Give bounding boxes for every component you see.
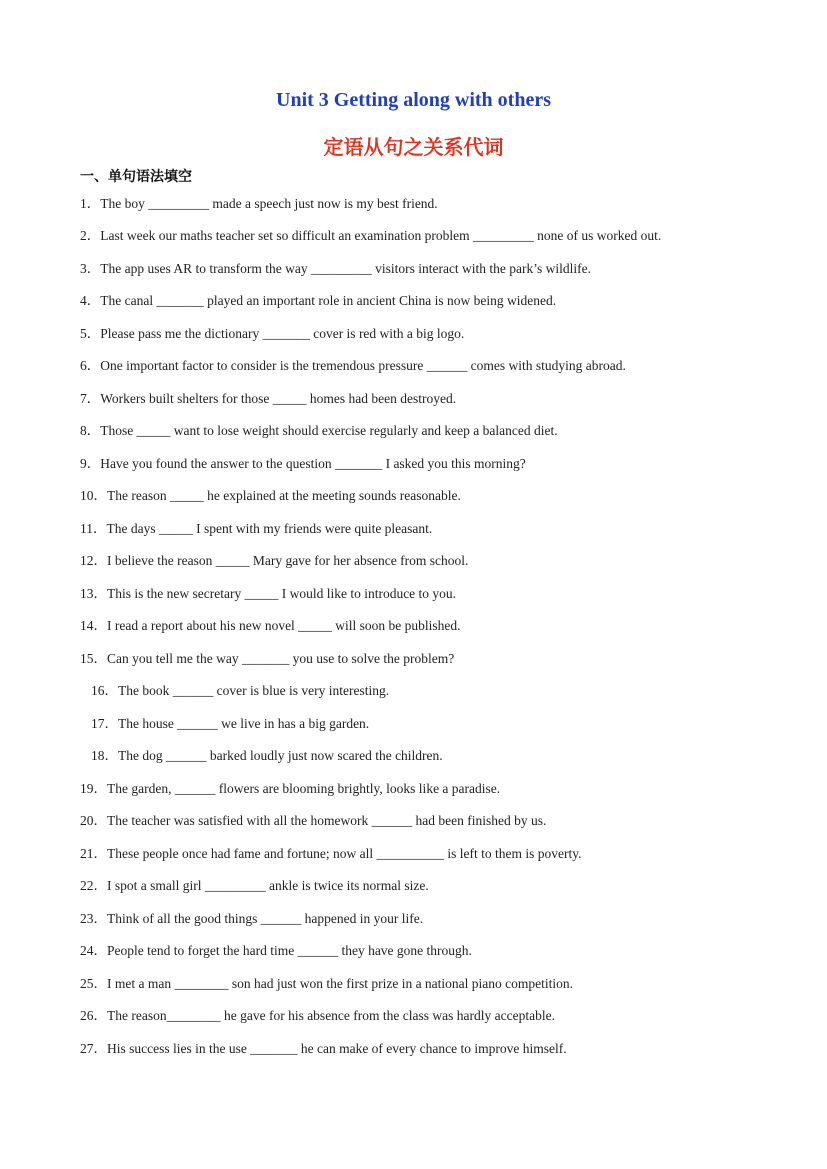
question-19: 19．The garden, ______ flowers are blooming brightly, looks like a paradise.: [80, 781, 501, 796]
question-1: 1．The boy _________ made a speech just now is my best friend.: [80, 196, 438, 211]
question-16: 16．The book ______ cover is blue is very interesting.: [91, 683, 390, 698]
question-21: 21．These people once had fame and fortune; now all __________ is left to them is poverty.: [80, 846, 582, 861]
question-13: 13．This is the new secretary _____ I would like to introduce to you.: [80, 586, 457, 601]
question-10: 10．The reason _____ he explained at the meeting sounds reasonable.: [80, 488, 461, 503]
question-24: 24．People tend to forget the hard time ______ they have gone through.: [80, 943, 472, 958]
question-17: 17．The house ______ we live in has a big garden.: [91, 716, 370, 731]
question-4: 4．The canal _______ played an important role in ancient China is now being widened.: [80, 293, 557, 308]
question-18: 18．The dog ______ barked loudly just now scared the children.: [91, 748, 443, 763]
page-subtitle: 定语从句之关系代词: [323, 137, 504, 159]
question-9: 9．Have you found the answer to the question _______ I asked you this morning?: [80, 456, 526, 471]
question-8: 8．Those _____ want to lose weight should exercise regularly and keep a balanced diet.: [80, 423, 558, 438]
question-5: 5．Please pass me the dictionary _______ cover is red with a big logo.: [80, 326, 465, 341]
question-12: 12．I believe the reason _____ Mary gave for her absence from school.: [80, 553, 469, 568]
question-15: 15．Can you tell me the way _______ you use to solve the problem?: [80, 651, 455, 666]
question-2: 2．Last week our maths teacher set so difficult an examination problem _________ none of us worked out.: [80, 228, 662, 243]
question-3: 3．The app uses AR to transform the way _________ visitors interact with the park’s wildlife.: [80, 261, 592, 276]
question-6: 6．One important factor to consider is the tremendous pressure ______ comes with studying abroad.: [80, 358, 626, 373]
question-22: 22．I spot a small girl _________ ankle is twice its normal size.: [80, 878, 429, 893]
question-25: 25．I met a man ________ son had just won the first prize in a national piano competition.: [80, 976, 574, 991]
page-title: Unit 3 Getting along with others: [276, 89, 551, 111]
question-7: 7．Workers built shelters for those _____ homes had been destroyed.: [80, 391, 457, 406]
section-title: 一、单句语法填空: [80, 170, 192, 185]
question-14: 14．I read a report about his new novel _____ will soon be published.: [80, 618, 461, 633]
question-23: 23．Think of all the good things ______ happened in your life.: [80, 911, 424, 926]
question-11: 11．The days _____ I spent with my friends were quite pleasant.: [80, 521, 433, 536]
question-20: 20．The teacher was satisfied with all the homework ______ had been finished by us.: [80, 813, 547, 828]
question-27: 27．His success lies in the use _______ he can make of every chance to improve himself.: [80, 1041, 567, 1056]
question-26: 26．The reason________ he gave for his absence from the class was hardly acceptable.: [80, 1008, 555, 1023]
